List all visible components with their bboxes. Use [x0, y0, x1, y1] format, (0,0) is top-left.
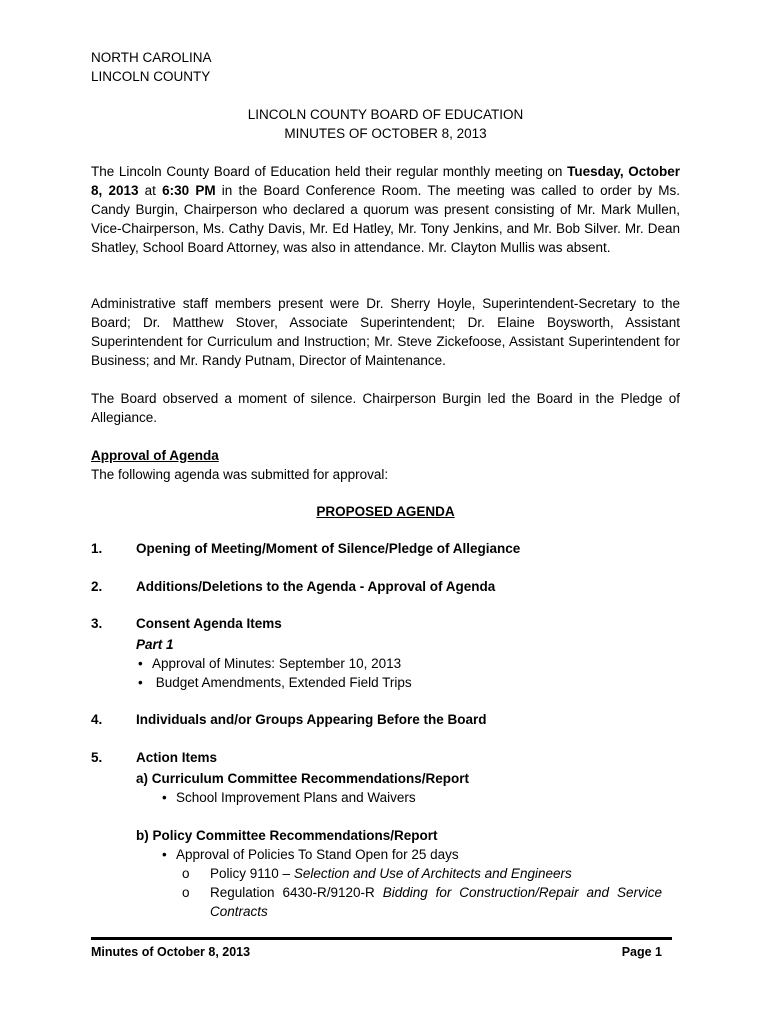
- staff-paragraph: Administrative staff members present were Dr. Sherry Hoyle, Superintendent-Secretary to the Board; Dr. Matthew Stover, Associate Superintendent; Dr. Elaine Boysworth, Assistant Superintendent for Curriculum and Instruction; Mr. Steve Zickefoose, Assistant Superintendent for Business; and Mr. Randy Putnam, Director of Maintenance.: [91, 296, 680, 368]
- document-title: [91, 105, 680, 143]
- agenda-item-individuals: Individuals and/or Groups Appearing Before the Board: [136, 712, 487, 727]
- approval-heading: Approval of Agenda: [91, 448, 219, 463]
- agenda-number: 3.: [91, 616, 103, 631]
- county-name: LINCOLN COUNTY: [91, 69, 211, 84]
- agenda-item-action: Action Items: [136, 750, 218, 765]
- approval-text: The following agenda was submitted for approval:: [91, 467, 389, 482]
- proposed-agenda-heading: PROPOSED AGENDA: [316, 504, 455, 519]
- meeting-time: 6:30 PM: [162, 183, 216, 198]
- policy-sub-6430: o Regulation 6430-R/9120-R Bidding for Construction/Repair and Service Contracts: [182, 885, 662, 919]
- state-name: NORTH CAROLINA: [91, 50, 212, 65]
- consent-part-label: Part 1: [136, 637, 174, 652]
- meeting-date: Tuesday, October 8, 2013: [91, 164, 681, 198]
- minutes-title: MINUTES OF OCTOBER 8, 2013: [284, 126, 487, 141]
- curriculum-committee: a) Curriculum Committee Recommendations/Report: [136, 771, 470, 786]
- agenda-number: 2.: [91, 579, 103, 594]
- agenda-number: 1.: [91, 541, 103, 556]
- agenda-item-consent: Consent Agenda Items: [136, 616, 282, 631]
- curriculum-bullet: • School Improvement Plans and Waivers: [162, 790, 416, 805]
- board-title: LINCOLN COUNTY BOARD OF EDUCATION: [247, 107, 524, 122]
- document-header: [91, 48, 212, 86]
- footer-title: Minutes of October 8, 2013: [91, 945, 251, 959]
- agenda-number: 4.: [91, 712, 103, 727]
- footer-rule: [91, 937, 672, 940]
- policy-bullet: • Approval of Policies To Stand Open for 25 days: [162, 847, 459, 862]
- approval-section: [91, 446, 680, 484]
- policy-committee: b) Policy Committee Recommendations/Report: [136, 828, 438, 843]
- silence-paragraph: The Board observed a moment of silence. Chairperson Burgin led the Board in the Pledge of Allegiance.: [91, 391, 680, 425]
- agenda-item-additions: Additions/Deletions to the Agenda - Approval of Agenda: [136, 579, 496, 594]
- agenda-number: 5.: [91, 750, 103, 765]
- agenda-item-opening: Opening of Meeting/Moment of Silence/Pledge of Allegiance: [136, 541, 521, 556]
- page-number: Page 1: [621, 945, 662, 959]
- consent-bullet-minutes: • Approval of Minutes: September 10, 2013: [138, 656, 402, 671]
- policy-sub-9110: o Policy 9110 – Selection and Use of Architects and Engineers: [182, 866, 572, 881]
- consent-bullet-budget: • Budget Amendments, Extended Field Trips: [138, 675, 412, 690]
- intro-paragraph: The Lincoln County Board of Education held their regular monthly meeting on Tuesday, October 8, 2013 at 6:30 PM in the Board Conference Room. The meeting was called to order by Ms. Candy Burgin, Chairperson who declared a quorum was present consisting of Mr. Mark Mullen, Vice-Chairperson, Ms. Cathy Davis, Mr. Ed Hatley, Mr. Tony Jenkins, and Mr. Bob Silver. Mr. Dean Shatley, School Board Attorney, was also in attendance. Mr. Clayton Mullis was absent.: [91, 164, 681, 255]
